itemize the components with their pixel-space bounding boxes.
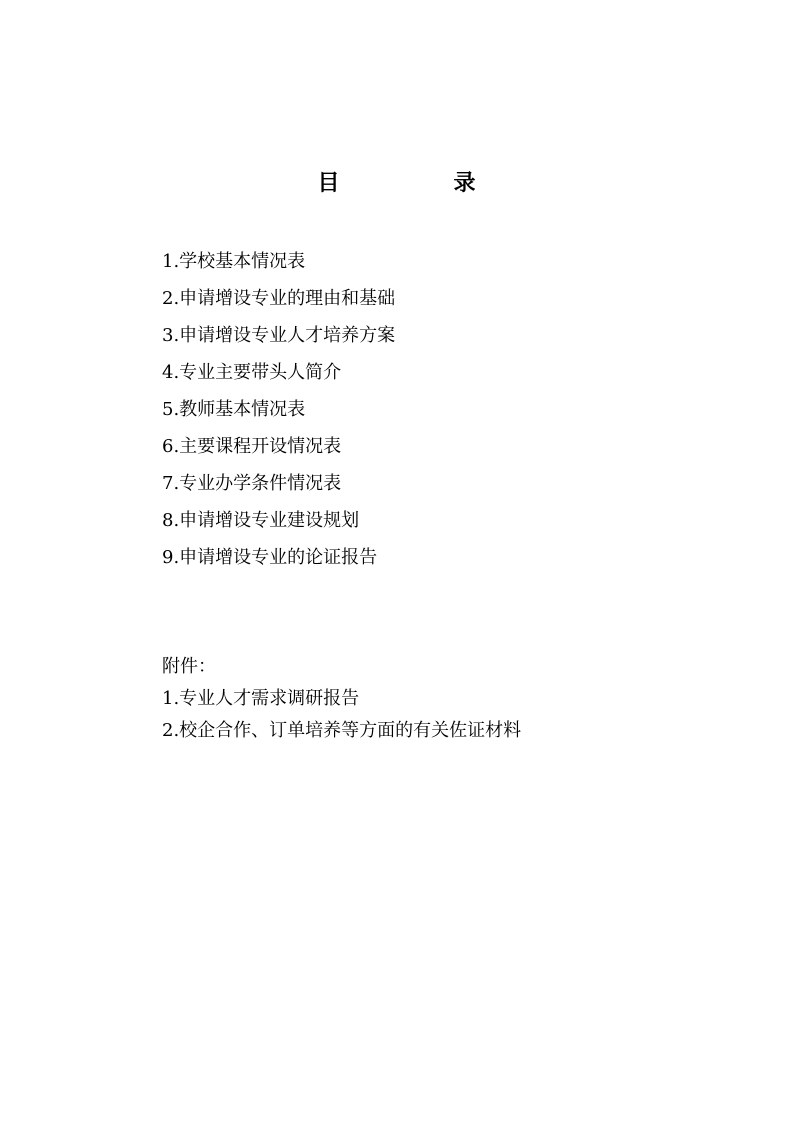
attachment-item: 1.专业人才需求调研报告 [162, 688, 360, 709]
toc-item: 3.申请增设专业人才培养方案 [162, 325, 396, 346]
attachment-item: 2.校企合作、订单培养等方面的有关佐证材料 [162, 720, 522, 741]
table-of-contents [162, 243, 395, 576]
toc-item: 7.专业办学条件情况表 [162, 473, 342, 494]
attachment-list [162, 683, 521, 747]
toc-item: 6.主要课程开设情况表 [162, 436, 342, 457]
toc-item: 2.申请增设专业的理由和基础 [162, 288, 396, 309]
toc-item: 8.申请增设专业建设规划 [162, 510, 360, 531]
page-title: 目 录 [317, 171, 522, 196]
toc-item: 1.学校基本情况表 [162, 251, 306, 272]
attachments-title: 附件： [162, 656, 216, 677]
toc-item: 9.申请增设专业的论证报告 [162, 547, 378, 568]
attachments-section [162, 651, 521, 747]
toc-item: 4.专业主要带头人简介 [162, 362, 342, 383]
toc-item: 5.教师基本情况表 [162, 399, 306, 420]
